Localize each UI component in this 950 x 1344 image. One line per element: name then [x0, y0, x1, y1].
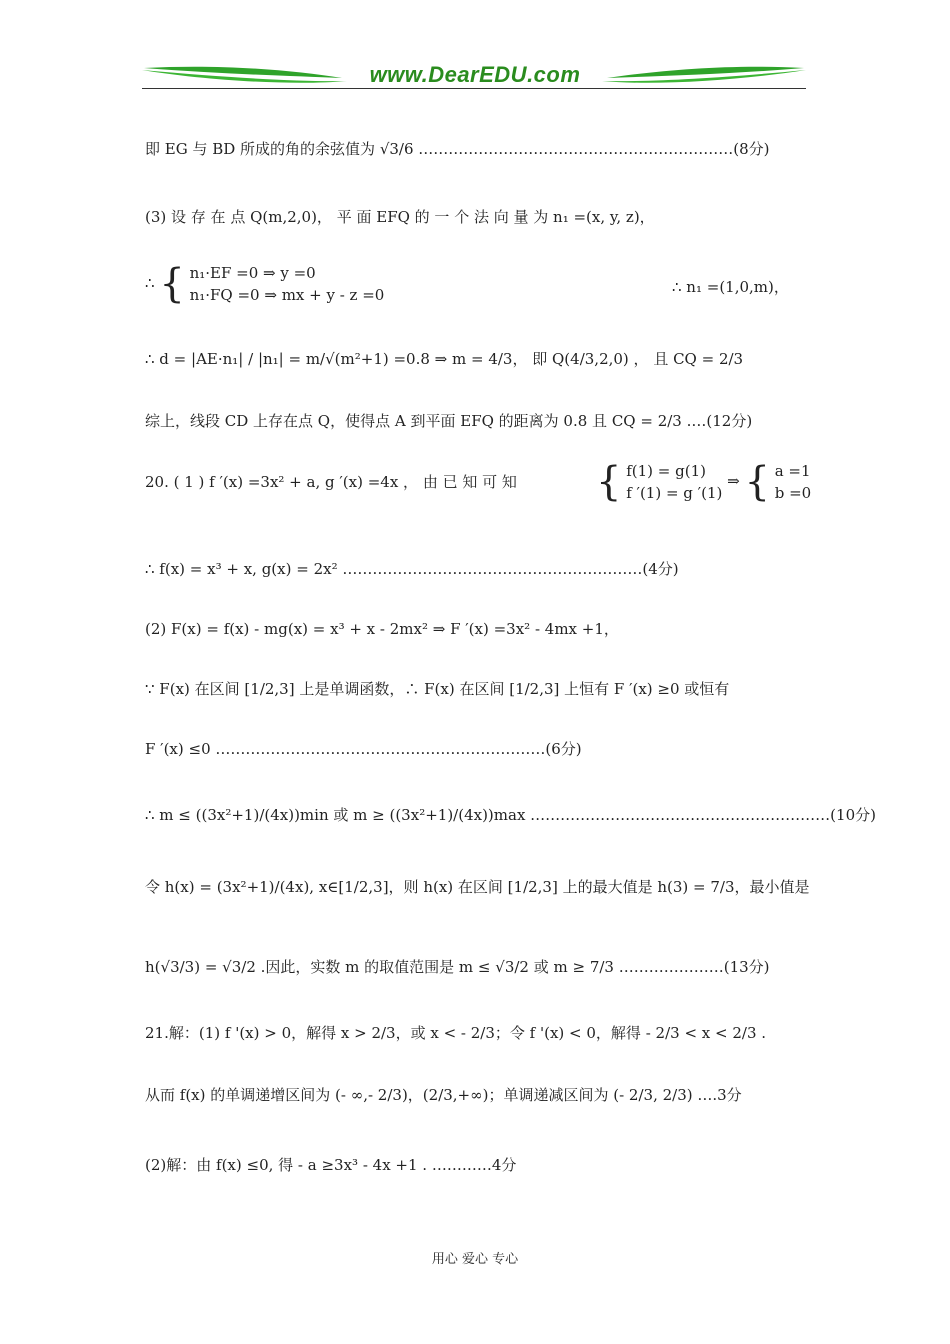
- line-15: 从而 f(x) 的单调递增区间为 (- ∞,- 2/3)，(2/3,+∞)；单调递减区间为 (- 2/3, 2/3) ….3分: [145, 1086, 742, 1104]
- line-6c: f ′(1) = g ′(1): [626, 484, 723, 502]
- line-13: h(√3/3) = √3/2 .因此，实数 m 的取值范围是 m ≤ √3/2 或 m ≥ 7/3 …………………(13分): [145, 958, 770, 976]
- line-3-system: ∴ { n₁·EF =0 ⇒ y =0 n₁·FQ =0 ⇒ mx + y - z =0: [145, 261, 385, 307]
- line-3a: n₁·EF =0 ⇒ y =0: [189, 263, 316, 282]
- line-1: 即 EG 与 BD 所成的角的余弦值为 √3/6 ………………………………………………………(8分): [145, 140, 770, 158]
- line-6e: b =0: [774, 484, 812, 502]
- line-4: ∴ d = |AE·n₁| / |n₁| = m/√(m²+1) =0.8 ⇒ m = 4/3， 即 Q(4/3,2,0) ， 且 CQ = 2/3: [145, 350, 744, 368]
- page-footer: 用心 爱心 专心: [431, 1252, 519, 1267]
- line-9: ∵ F(x) 在区间 [1/2,3] 上是单调函数，∴ F(x) 在区间 [1/2,3] 上恒有 F ′(x) ≥0 或恒有: [145, 680, 730, 698]
- line-3c: ∴ n₁ =(1,0,m)，: [672, 278, 789, 296]
- line-2: (3) 设 存 在 点 Q(m,2,0)， 平 面 EFQ 的 一 个 法 向 量 为 n₁ =(x, y, z)，: [145, 208, 655, 226]
- brand-logo-text: www.DearEDU.com: [369, 62, 581, 87]
- line-5: 综上，线段 CD 上存在点 Q，使得点 A 到平面 EFQ 的距离为 0.8 且 CQ = 2/3 .…(12分): [145, 412, 753, 430]
- line-6d: a =1: [774, 461, 811, 480]
- line-12: 令 h(x) = (3x²+1)/(4x), x∈[1/2,3]，则 h(x) 在区间 [1/2,3] 上的最大值是 h(3) = 7/3，最小值是: [145, 878, 810, 896]
- line-11: ∴ m ≤ ((3x²+1)/(4x))min 或 m ≥ ((3x²+1)/(4x))max ……………………………………………………(10分): [145, 806, 876, 824]
- line-14: 21.解：(1) f '(x) > 0，解得 x > 2/3，或 x < - 2/3；令 f '(x) < 0，解得 - 2/3 < x < 2/3 .: [145, 1024, 767, 1042]
- line-8: (2) F(x) = f(x) - mg(x) = x³ + x - 2mx² ⇒ F ′(x) =3x² - 4mx +1，: [145, 620, 619, 638]
- line-10: F ′(x) ≤0 …………………………………………………………(6分): [145, 740, 582, 758]
- line-7: ∴ f(x) = x³ + x, g(x) = 2x² ……………………………………………………(4分): [145, 560, 679, 578]
- line-16: (2)解：由 f(x) ≤0, 得 - a ≥3x³ - 4x +1 . …………4分: [145, 1156, 517, 1174]
- header-rule: [142, 88, 806, 89]
- line-6: 20. ( 1 ) f ′(x) =3x² + a, g ′(x) =4x ， 由 已 知 可 知: [145, 473, 517, 491]
- line-6b: f(1) = g(1): [626, 461, 706, 480]
- line-3b: n₁·FQ =0 ⇒ mx + y - z =0: [189, 286, 385, 304]
- line-6-system: { f(1) = g(1) f ′(1) = g ′(1) ⇒ { a =1 b =0: [596, 459, 812, 505]
